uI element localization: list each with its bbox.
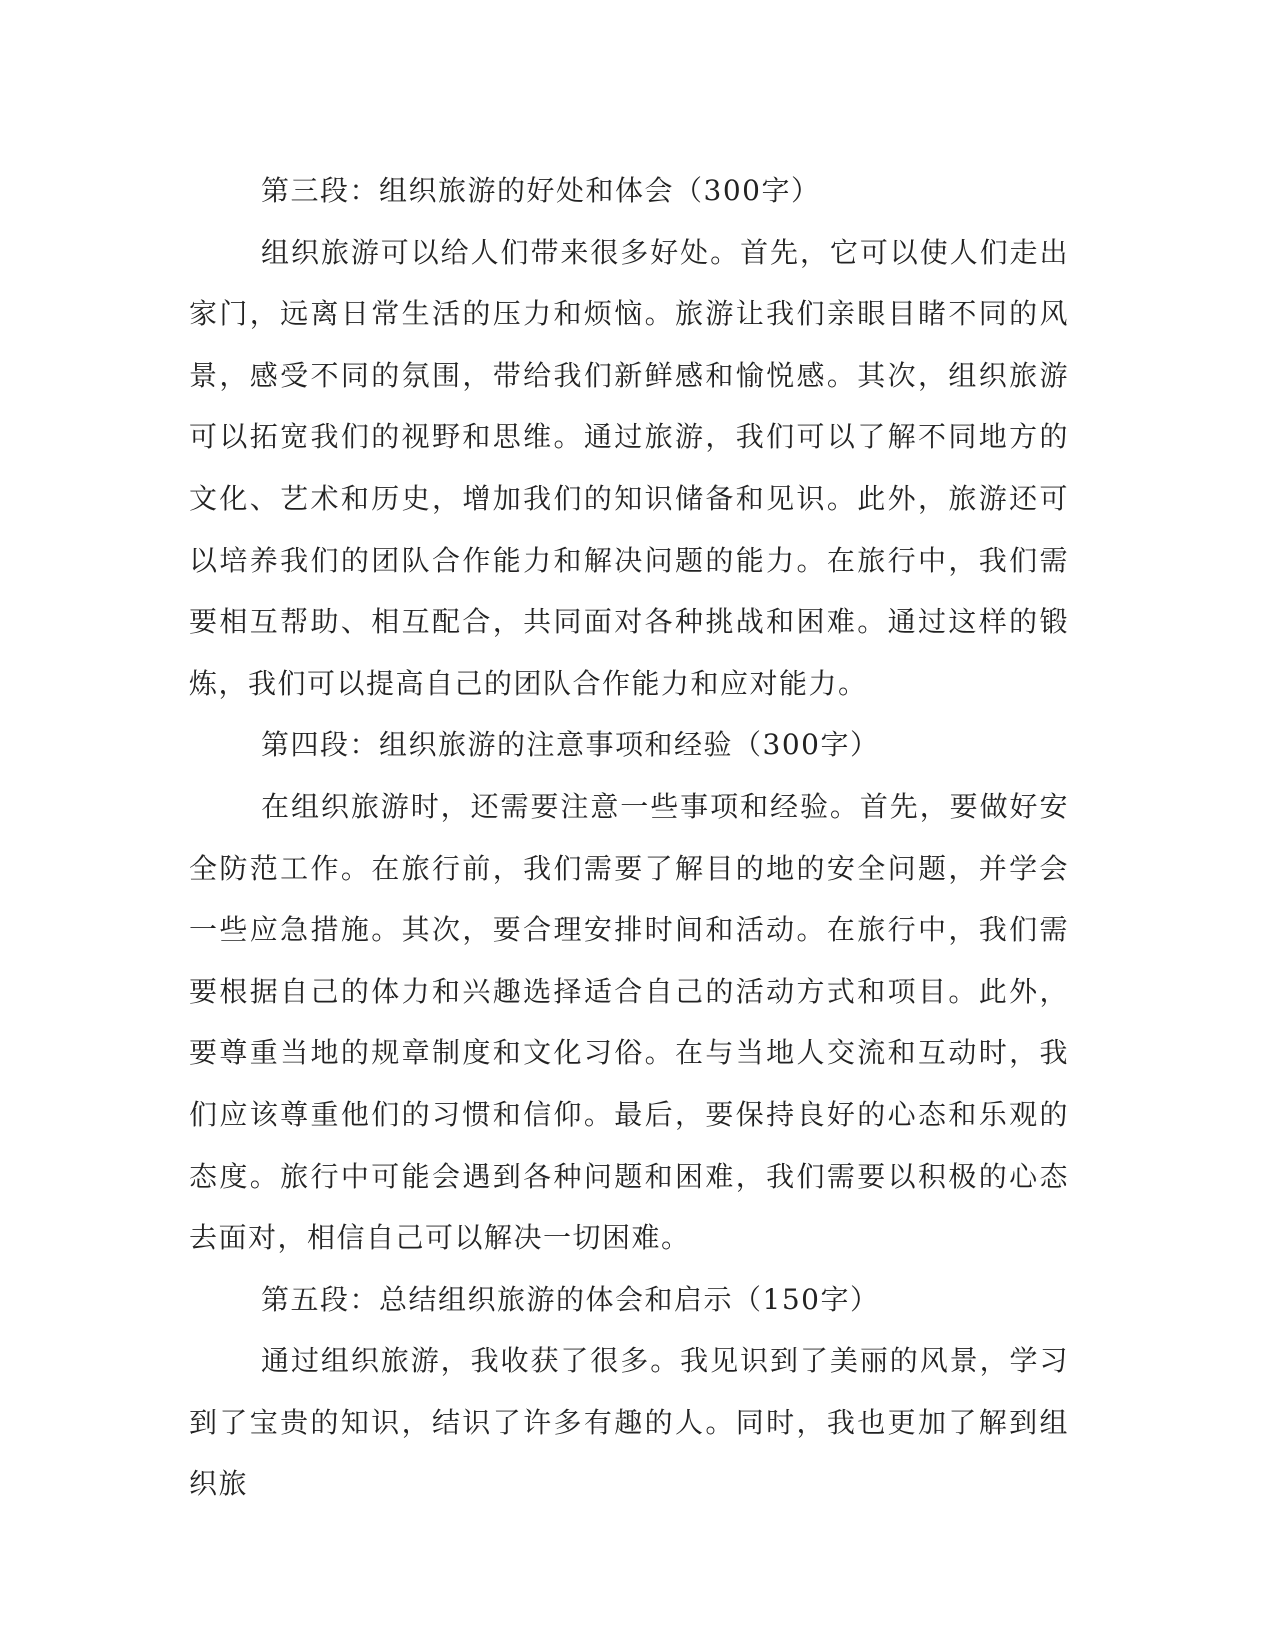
section-heading-5: 第五段：总结组织旅游的体会和启示（150字）: [261, 1282, 880, 1316]
paragraph-summary: 通过组织旅游，我收获了很多。我见识到了美丽的风景，学习到了宝贵的知识，结识了许多有趣的人。同时，我也更加了解到组织旅: [189, 1344, 1069, 1501]
section-heading-3: 第三段：组织旅游的好处和体会（300字）: [261, 174, 821, 207]
section-heading-4: 第四段：组织旅游的注意事项和经验（300字）: [261, 728, 880, 762]
paragraph-benefits: 组织旅游可以给人们带来很多好处。首先，它可以使人们走出家门，远离日常生活的压力和烦恼。旅游让我们亲眼目睹不同的风景，感受不同的氛围，带给我们新鲜感和愉悦感。其次，组织旅游可以拓宽我们的视野和思维。通过旅游，我们可以了解不同地方的文化、艺术和历史，增加我们的知识储备和见识。此外，旅游还可以培养我们的团队合作能力和解决问题的能力。在旅行中，我们需要相互帮助、相互配合，共同面对各种挑战和困难。通过这样的锻炼，我们可以提高自己的团队合作能力和应对能力。: [189, 235, 1069, 700]
document-body: [189, 160, 1069, 1515]
paragraph-precautions: 在组织旅游时，还需要注意一些事项和经验。首先，要做好安全防范工作。在旅行前，我们需要了解目的地的安全问题，并学会一些应急措施。其次，要合理安排时间和活动。在旅行中，我们需要根据自己的体力和兴趣选择适合自己的活动方式和项目。此外，要尊重当地的规章制度和文化习俗。在与当地人交流和互动时，我们应该尊重他们的习惯和信仰。最后，要保持良好的心态和乐观的态度。旅行中可能会遇到各种问题和困难，我们需要以积极的心态去面对，相信自己可以解决一切困难。: [189, 789, 1069, 1255]
